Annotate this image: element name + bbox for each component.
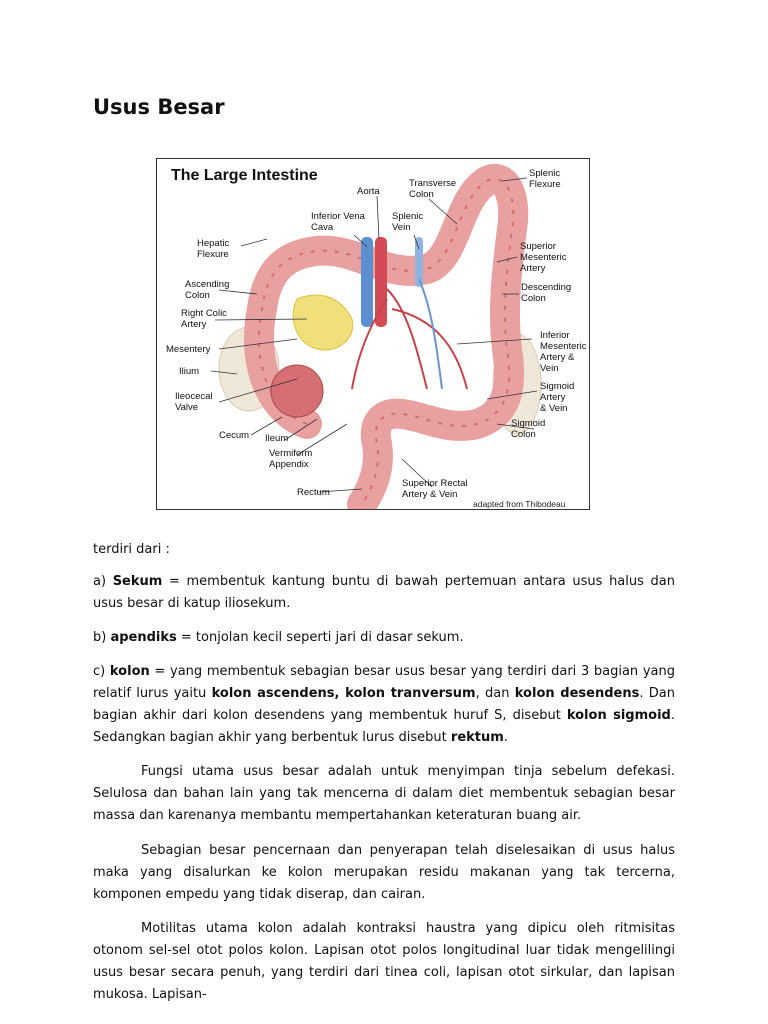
label-ilium: Ilium: [179, 366, 200, 377]
label-sup-rectal-1: Superior Rectal: [402, 478, 468, 489]
cecum-shape: [271, 365, 323, 417]
label-inf-mes-4: Vein: [540, 363, 559, 374]
paragraph-1: Fungsi utama usus besar adalah untuk menyimpan tinja sebelum defekasi. Selulosa dan bahan lain yang tak mencerna di dalam diet membentuk sebagian besar massa dan karenanya membantu mempertahankan keteraturan buang air.: [93, 764, 675, 823]
label-mesentery: Mesentery: [166, 344, 211, 355]
figure-title: The Large Intestine: [171, 167, 318, 184]
label-splenic-flexure-2: Flexure: [529, 179, 561, 190]
label-transverse-1: Transverse: [409, 178, 457, 189]
vena-cava-vessel: [361, 237, 373, 327]
label-right-colic-1: Right Colic: [181, 308, 227, 319]
label-splenic-vein-2: Vein: [392, 222, 411, 233]
label-vermiform-2: Appendix: [269, 459, 309, 470]
label-splenic-flexure-1: Splenic: [529, 168, 561, 179]
label-inf-mes-1: Inferior: [540, 330, 570, 341]
label-ascending-1: Ascending: [185, 279, 230, 290]
label-ivc-1: Inferior Vena: [311, 211, 365, 222]
label-splenic-vein-1: Splenic: [392, 211, 424, 222]
label-ileum: Ileum: [265, 433, 289, 444]
label-hepatic-2: Flexure: [197, 249, 229, 260]
label-sup-mes-2: Mesenteric: [520, 252, 567, 263]
label-sigmoid-artery-3: & Vein: [540, 403, 568, 414]
label-ascending-2: Colon: [185, 290, 210, 301]
paragraph-3: Motilitas utama kolon adalah kontraksi haustra yang dipicu oleh ritmisitas otonom sel-sel otot polos kolon. Lapisan otot polos longitudinal luar tidak mengelilingi usus besar secara penuh, yang terdiri dari tinea coli, lapisan otot sirkular, dan lapisan mukosa. Lapisan-: [93, 921, 675, 1002]
paragraph-2: Sebagian besar pencernaan dan penyerapan telah diselesaikan di usus halus maka yang disalurkan ke kolon merupakan residu makanan yang tak tercerna, komponen empedu yang tidak diserap, dan cairan.: [93, 843, 675, 902]
label-descending-2: Colon: [521, 293, 546, 304]
label-rectum: Rectum: [297, 487, 330, 498]
label-sigmoid-artery-1: Sigmoid: [540, 381, 575, 392]
label-sup-rectal-2: Artery & Vein: [402, 489, 458, 500]
label-hepatic-1: Hepatic: [197, 238, 230, 249]
large-intestine-figure: [156, 158, 590, 510]
label-cecum: Cecum: [219, 430, 250, 441]
label-right-colic-2: Artery: [181, 319, 207, 330]
label-sup-mes-1: Superior: [520, 241, 556, 252]
item-a: a) Sekum = membentuk kantung buntu di bawah pertemuan antara usus halus dan usus besar di katup iliosekum.: [93, 574, 675, 611]
label-sup-mes-3: Artery: [520, 263, 546, 274]
page-title: Usus Besar: [93, 95, 225, 119]
label-inf-mes-2: Mesenteric: [540, 341, 587, 352]
mesentery-fat: [293, 295, 353, 350]
item-b: b) apendiks = tonjolan kecil seperti jari di dasar sekum.: [93, 630, 464, 645]
label-descending-1: Descending: [521, 282, 572, 293]
aorta-vessel: [375, 237, 387, 327]
label-transverse-2: Colon: [409, 189, 434, 200]
label-ileocecal-1: Ileocecal: [175, 391, 213, 402]
item-c: c) kolon = yang membentuk sebagian besar usus besar yang terdiri dari 3 bagian yang relatif lurus yaitu kolon ascendens, kolon tranversum, dan kolon desendens. Dan bagian akhir dari kolon desendens yang membentuk huruf S, disebut kolon sigmoid. Sedangkan bagian akhir yang berbentuk lurus disebut rektum.: [93, 664, 675, 745]
intro-text: terdiri dari :: [93, 542, 170, 557]
label-sigmoid-colon-2: Colon: [511, 429, 536, 440]
label-ileocecal-2: Valve: [175, 402, 199, 413]
label-vermiform-1: Vermiform: [269, 448, 313, 459]
figure-credit: adapted from Thibodeau: [473, 499, 566, 509]
label-ivc-2: Cava: [311, 222, 334, 233]
label-sigmoid-colon-1: Sigmoid: [511, 418, 546, 429]
label-inf-mes-3: Artery &: [540, 352, 575, 363]
label-sigmoid-artery-2: Artery: [540, 392, 566, 403]
label-aorta: Aorta: [357, 186, 380, 197]
